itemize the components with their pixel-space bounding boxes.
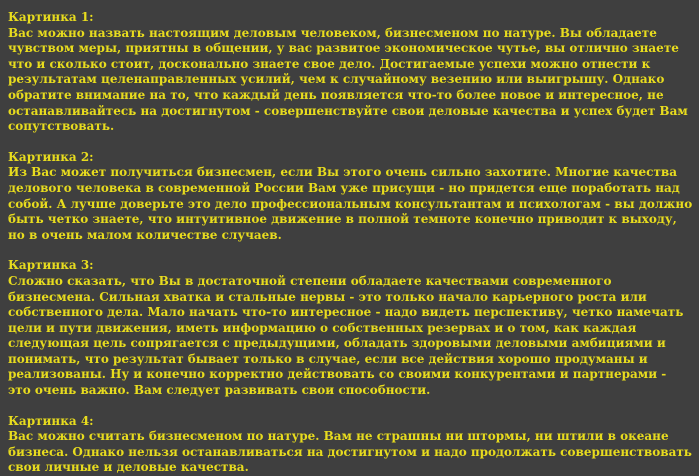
section-title: Картинка 1:: [8, 10, 94, 24]
section-text: Вас можно считать бизнесменом по натуре. Вам не страшны ни штормы, ни штили в океане бизнеса. Однако нельзя останавливаться на достигнутом и надо продолжать совершенствовать свои личные и деловые качества.: [8, 429, 692, 475]
section-title: Картинка 3:: [8, 258, 94, 273]
result-section-3: [8, 258, 693, 398]
section-title: Картинка 2:: [8, 149, 94, 164]
section-text: Из Вас может получиться бизнесмен, если Вы этого очень сильно захотите. Многие качества делового человека в современной России Вам уже присущи - но придется еще поработать над собой. А лучше доверьте это дело профессиональным консультантам и психологам - вы должно быть четко знаете, что интуитивное движение в полной темноте конечно приводит к выходу, но в очень малом количестве случаев.: [8, 165, 693, 242]
section-title: Картинка 4:: [8, 413, 94, 428]
result-section-1: [8, 10, 693, 135]
result-section-4: [8, 414, 693, 476]
section-text: Вас можно назвать настоящим деловым человеком, бизнесменом по натуре. Вы обладаете чувством меры, приятны в общении, у вас развитое экономическое чутье, вы отлично знаете что и сколько стоит, досконально знаете свое дело. Достигаемые успехи можно отнести к результатам целенаправленных усилий, чем к случайному везению или выигрышу. Однако обратите внимание на то, что каждый день появляется что-то более новое и интересное, не останавливайтесь на достигнутом - совершенствуйте свои деловые качества и успех будет Вам сопутствовать.: [8, 25, 688, 134]
section-text: Сложно сказать, что Вы в достаточной степени обладаете качествами современного бизнесмена. Сильная хватка и стальные нервы - это только начало карьерного роста или собственного дела. Мало начать что-то интересное - надо видеть перспективу, четко намечать цели и пути движения, иметь информацию о собственных резервах и о том, как каждая следующая цель сопрягается с предыдущими, обладать здоровыми деловыми амбициями и понимать, что результат бывает только в случае, если все действия хорошо продуманы и реализованы. Ну и конечно корректно действовать со своими конкурентами и партнерами - это очень важно. Вам следует развивать свои способности.: [8, 273, 684, 398]
result-section-2: [8, 150, 693, 244]
